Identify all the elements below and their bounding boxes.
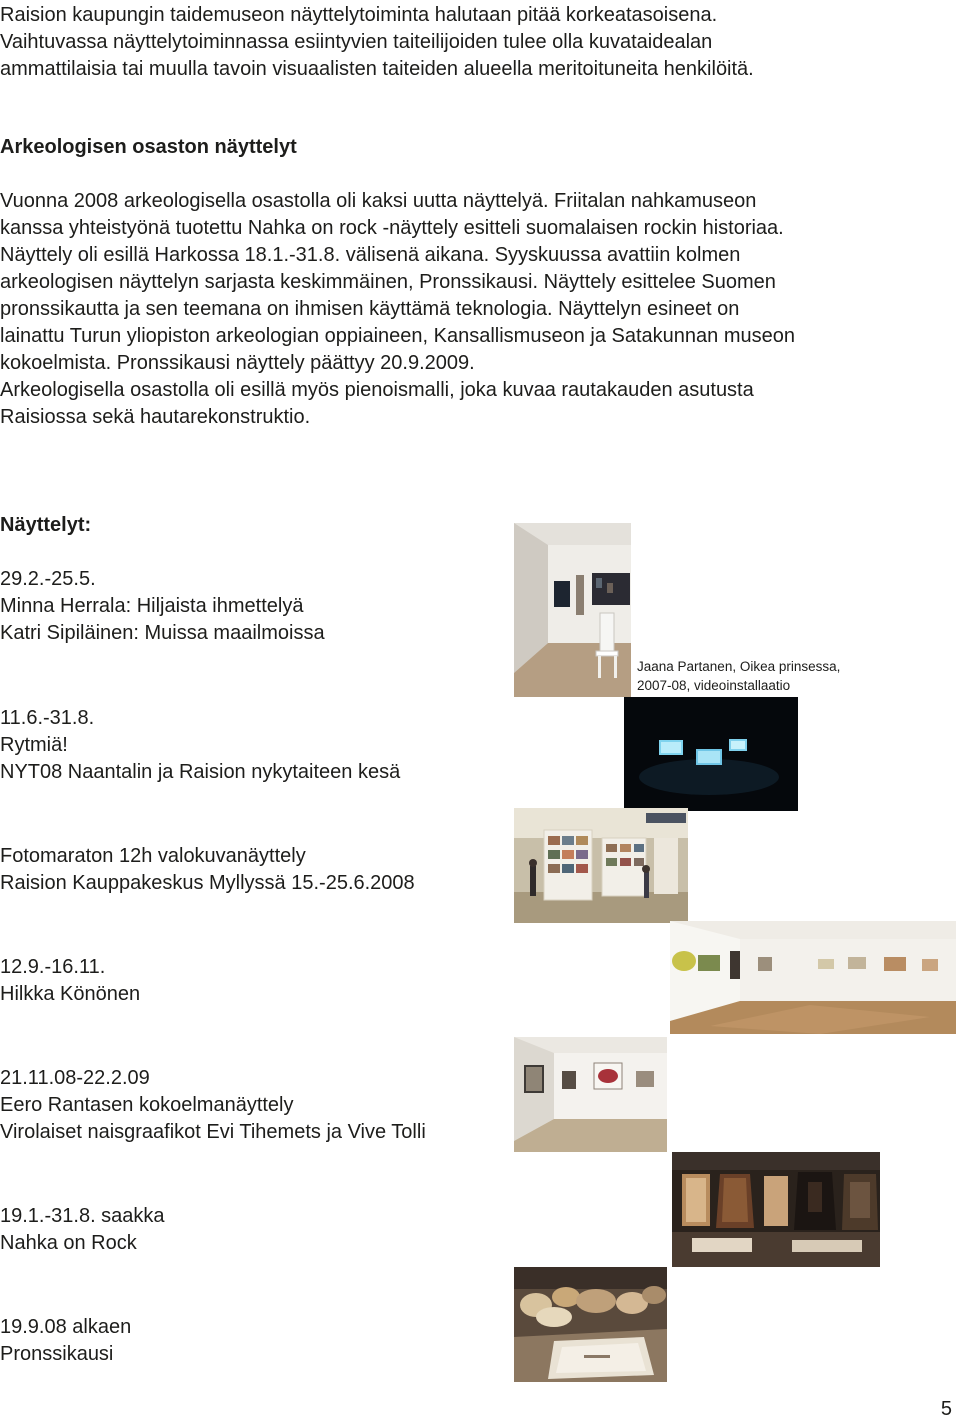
photo-marathon-photo <box>514 808 688 923</box>
arch-line: kanssa yhteistyönä tuotettu Nahka on rock -näyttely esitteli suomalaisen rockin historiaa. <box>0 217 784 239</box>
exhibition-line: 11.6.-31.8. <box>0 707 95 729</box>
exhibition-line: 29.2.-25.5. <box>0 568 96 590</box>
exhibitions-heading: Näyttelyt: <box>0 514 92 536</box>
exhibition-line: Raision Kauppakeskus Myllyssä 15.-25.6.2008 <box>0 872 415 894</box>
arch-heading: Arkeologisen osaston näyttelyt <box>0 136 297 158</box>
arch-line: Näyttely oli esillä Harkossa 18.1.-31.8. välisenä aikana. Syyskuussa avattiin kolmen <box>0 244 741 266</box>
exhibition-line: Fotomaraton 12h valokuvanäyttely <box>0 845 306 867</box>
collection-exhibition-photo <box>514 1037 667 1152</box>
exhibition-line: Nahka on Rock <box>0 1232 137 1254</box>
arch-line: Arkeologisella osastolla oli esillä myös pienoismalli, joka kuvaa rautakauden asutusta <box>0 379 754 401</box>
exhibition-line: Hilkka Könönen <box>0 983 141 1005</box>
intro-line: Raision kaupungin taidemuseon näyttelytoiminta halutaan pitää korkeatasoisena. <box>0 4 718 26</box>
gallery-chair-photo <box>514 523 631 697</box>
arch-line: Raisiossa sekä hautarekonstruktio. <box>0 406 311 428</box>
intro-line: Vaihtuvassa näyttelytoiminnassa esiintyvien taiteilijoiden tulee olla kuvataidealan <box>0 31 713 53</box>
photo-caption-line: 2007-08, videoinstallaatio <box>637 678 791 693</box>
arch-line: kokoelmista. Pronssikausi näyttely päättyy 20.9.2009. <box>0 352 475 374</box>
arch-line: pronssikautta ja sen teemana on ihmisen käyttämä teknologia. Näyttelyn esineet on <box>0 298 740 320</box>
exhibition-line: Eero Rantasen kokoelmanäyttely <box>0 1094 294 1116</box>
pronssikausi-photo <box>514 1267 667 1382</box>
video-installation-photo <box>624 697 798 811</box>
exhibition-line: Katri Sipiläinen: Muissa maailmoissa <box>0 622 325 644</box>
exhibition-line: Pronssikausi <box>0 1343 114 1365</box>
arch-line: arkeologisen näyttelyn sarjasta keskimmäinen, Pronssikausi. Näyttely esittelee Suomen <box>0 271 776 293</box>
exhibition-line: 21.11.08-22.2.09 <box>0 1067 150 1089</box>
exhibition-line: Virolaiset naisgraafikot Evi Tihemets ja Vive Tolli <box>0 1121 426 1143</box>
exhibition-line: 19.1.-31.8. saakka <box>0 1205 165 1227</box>
exhibition-line: 12.9.-16.11. <box>0 956 106 978</box>
exhibition-line: Rytmiä! <box>0 734 68 756</box>
exhibition-line: 19.9.08 alkaen <box>0 1316 132 1338</box>
arch-line: lainattu Turun yliopiston arkeologian oppiaineen, Kansallismuseon ja Satakunnan museon <box>0 325 795 347</box>
exhibition-line: Minna Herrala: Hiljaista ihmettelyä <box>0 595 304 617</box>
hilkka-kononen-photo <box>670 921 956 1034</box>
arch-line: Vuonna 2008 arkeologisella osastolla oli kaksi uutta näyttelyä. Friitalan nahkamuseon <box>0 190 757 212</box>
photo-caption-line: Jaana Partanen, Oikea prinsessa, <box>637 659 841 674</box>
exhibition-line: NYT08 Naantalin ja Raision nykytaiteen kesä <box>0 761 401 783</box>
page-number: 5 <box>940 1398 952 1420</box>
intro-line: ammattilaisia tai muulla tavoin visuaalisten taiteiden alueella meritoituneita henkilöitä. <box>0 58 754 80</box>
nahka-on-rock-photo <box>672 1152 880 1267</box>
